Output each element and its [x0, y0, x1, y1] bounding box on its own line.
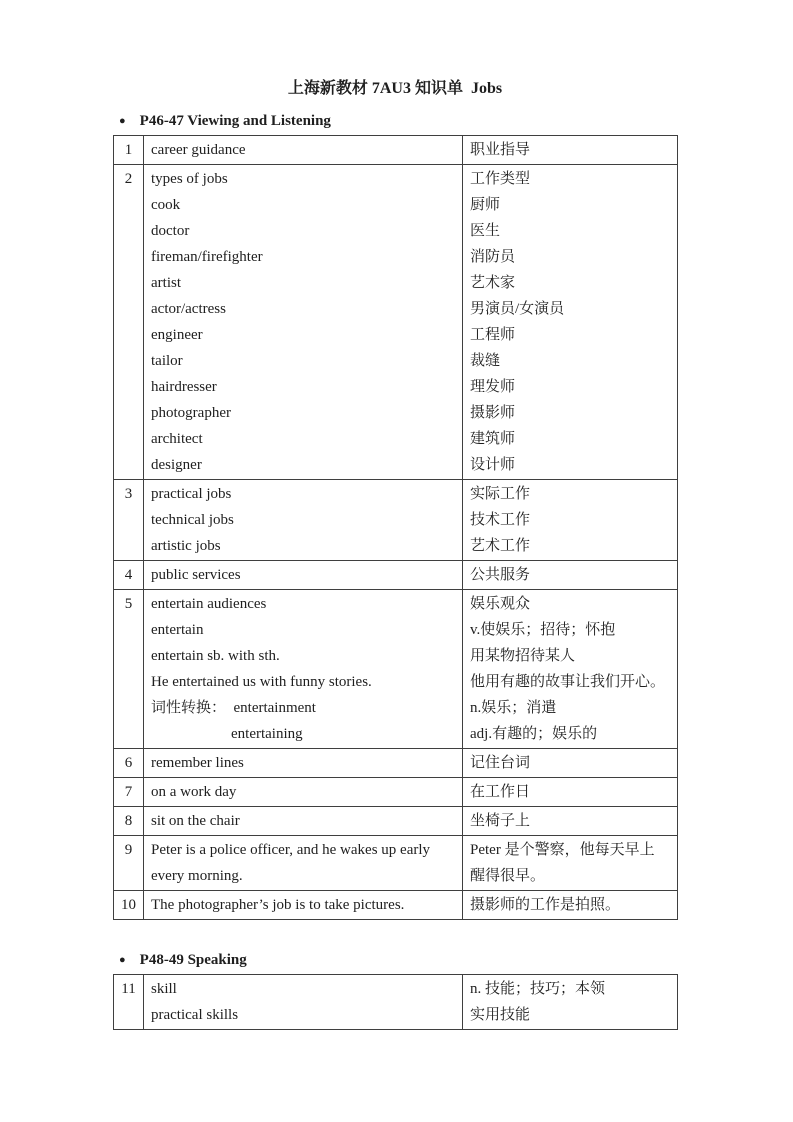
- section-heading: [119, 112, 793, 131]
- english-line: fireman/firefighter: [151, 249, 263, 265]
- table-row: [114, 561, 678, 590]
- english-cell: [144, 590, 463, 749]
- chinese-line: 裁缝: [470, 353, 501, 369]
- chinese-line: 实用技能: [470, 1007, 531, 1023]
- row-number-cell: 2: [114, 165, 144, 480]
- chinese-line: v.使娱乐；招待；怀抱: [470, 622, 616, 638]
- chinese-line: 医生: [470, 223, 501, 239]
- english-line: practical jobs: [151, 486, 232, 502]
- english-line: artistic jobs: [151, 538, 221, 554]
- chinese-line: 用某物招待某人: [470, 648, 576, 664]
- english-cell: [144, 749, 463, 778]
- chinese-line: adj.有趣的；娱乐的: [470, 726, 598, 742]
- english-line: entertain audiences: [151, 596, 267, 612]
- row-number-cell: 8: [114, 807, 144, 836]
- english-line: 词性转换： entertainment: [151, 700, 316, 716]
- chinese-cell: [463, 165, 678, 480]
- section-heading-text: P46-47 Viewing and Listening: [139, 113, 331, 129]
- english-line: architect: [151, 431, 203, 447]
- chinese-cell: [463, 891, 678, 920]
- chinese-line: 他用有趣的故事让我们开心。: [470, 674, 666, 690]
- english-line: artist: [151, 275, 181, 291]
- row-number-cell: 6: [114, 749, 144, 778]
- english-cell: [144, 975, 463, 1030]
- row-number-cell: 5: [114, 590, 144, 749]
- table-row: [114, 891, 678, 920]
- table-row: [114, 807, 678, 836]
- chinese-line: 工作类型: [470, 171, 531, 187]
- bullet-icon: ●: [119, 954, 126, 966]
- english-line: technical jobs: [151, 512, 234, 528]
- english-line: sit on the chair: [151, 813, 240, 829]
- chinese-line: 厨师: [470, 197, 501, 213]
- chinese-line: 设计师: [470, 457, 516, 473]
- english-cell: [144, 836, 463, 891]
- vocab-table: [113, 135, 678, 920]
- chinese-cell: [463, 480, 678, 561]
- chinese-line: 消防员: [470, 249, 516, 265]
- row-number-cell: 9: [114, 836, 144, 891]
- section-heading: [119, 951, 793, 970]
- table-row: [114, 165, 678, 480]
- english-cell: [144, 807, 463, 836]
- chinese-line: n.娱乐；消遣: [470, 700, 557, 716]
- row-number-cell: 10: [114, 891, 144, 920]
- english-line: He entertained us with funny stories.: [151, 674, 372, 690]
- english-cell: [144, 165, 463, 480]
- chinese-line: 公共服务: [470, 567, 531, 583]
- chinese-line: 理发师: [470, 379, 516, 395]
- table-row: [114, 778, 678, 807]
- english-line: skill: [151, 981, 177, 997]
- chinese-line: 技术工作: [470, 512, 531, 528]
- section: [113, 112, 793, 920]
- table-row: [114, 136, 678, 165]
- chinese-line: 艺术工作: [470, 538, 531, 554]
- english-line: cook: [151, 197, 181, 213]
- english-line: doctor: [151, 223, 190, 239]
- english-cell: [144, 778, 463, 807]
- chinese-line: 醒得很早。: [470, 868, 546, 884]
- chinese-line: 建筑师: [470, 431, 516, 447]
- chinese-line: 艺术家: [470, 275, 516, 291]
- english-cell: [144, 561, 463, 590]
- chinese-line: 男演员/女演员: [470, 301, 565, 317]
- bullet-icon: ●: [119, 115, 126, 127]
- table-row: [114, 749, 678, 778]
- english-line: photographer: [151, 405, 231, 421]
- chinese-cell: [463, 778, 678, 807]
- english-line: Peter is a police officer, and he wakes up early: [151, 842, 431, 858]
- chinese-cell: [463, 749, 678, 778]
- table-row: [114, 590, 678, 749]
- chinese-line: Peter 是个警察，他每天早上: [470, 842, 655, 858]
- english-line: on a work day: [151, 784, 237, 800]
- english-cell: [144, 136, 463, 165]
- chinese-cell: [463, 136, 678, 165]
- chinese-line: 工程师: [470, 327, 516, 343]
- english-line: entertain: [151, 622, 204, 638]
- english-line: every morning.: [151, 868, 243, 884]
- english-line: The photographer’s job is to take pictures.: [151, 897, 405, 913]
- chinese-cell: [463, 836, 678, 891]
- chinese-line: 摄影师: [470, 405, 516, 421]
- english-cell: [144, 480, 463, 561]
- row-number-cell: 11: [114, 975, 144, 1030]
- english-line: hairdresser: [151, 379, 217, 395]
- section-heading-text: P48-49 Speaking: [139, 952, 247, 968]
- english-line: designer: [151, 457, 202, 473]
- english-line: career guidance: [151, 142, 246, 158]
- row-number-cell: 3: [114, 480, 144, 561]
- chinese-line: n. 技能；技巧；本领: [470, 981, 606, 997]
- english-line: tailor: [151, 353, 183, 369]
- chinese-line: 记住台词: [470, 755, 531, 771]
- row-number-cell: 7: [114, 778, 144, 807]
- english-line: engineer: [151, 327, 203, 343]
- chinese-cell: [463, 561, 678, 590]
- chinese-line: 坐椅子上: [470, 813, 531, 829]
- table-row: [114, 836, 678, 891]
- chinese-cell: [463, 975, 678, 1030]
- english-cell: [144, 891, 463, 920]
- vocab-table: [113, 974, 678, 1030]
- chinese-line: 娱乐观众: [470, 596, 531, 612]
- chinese-line: 实际工作: [470, 486, 531, 502]
- english-line: actor/actress: [151, 301, 226, 317]
- chinese-cell: [463, 590, 678, 749]
- chinese-line: 在工作日: [470, 784, 531, 800]
- english-line: practical skills: [151, 1007, 239, 1023]
- english-line: entertain sb. with sth.: [151, 648, 280, 664]
- english-line: types of jobs: [151, 171, 228, 187]
- row-number-cell: 1: [114, 136, 144, 165]
- sections-container: [113, 112, 793, 1030]
- section: [113, 951, 793, 1030]
- chinese-cell: [463, 807, 678, 836]
- table-row: [114, 975, 678, 1030]
- chinese-line: 职业指导: [470, 142, 531, 158]
- chinese-line: 摄影师的工作是拍照。: [470, 897, 621, 913]
- row-number-cell: 4: [114, 561, 144, 590]
- english-line: entertaining: [231, 726, 303, 742]
- page-title: 上海新教材 7AU3 知识单 Jobs: [287, 80, 503, 97]
- english-line: remember lines: [151, 755, 244, 771]
- table-row: [114, 480, 678, 561]
- english-line: public services: [151, 567, 241, 583]
